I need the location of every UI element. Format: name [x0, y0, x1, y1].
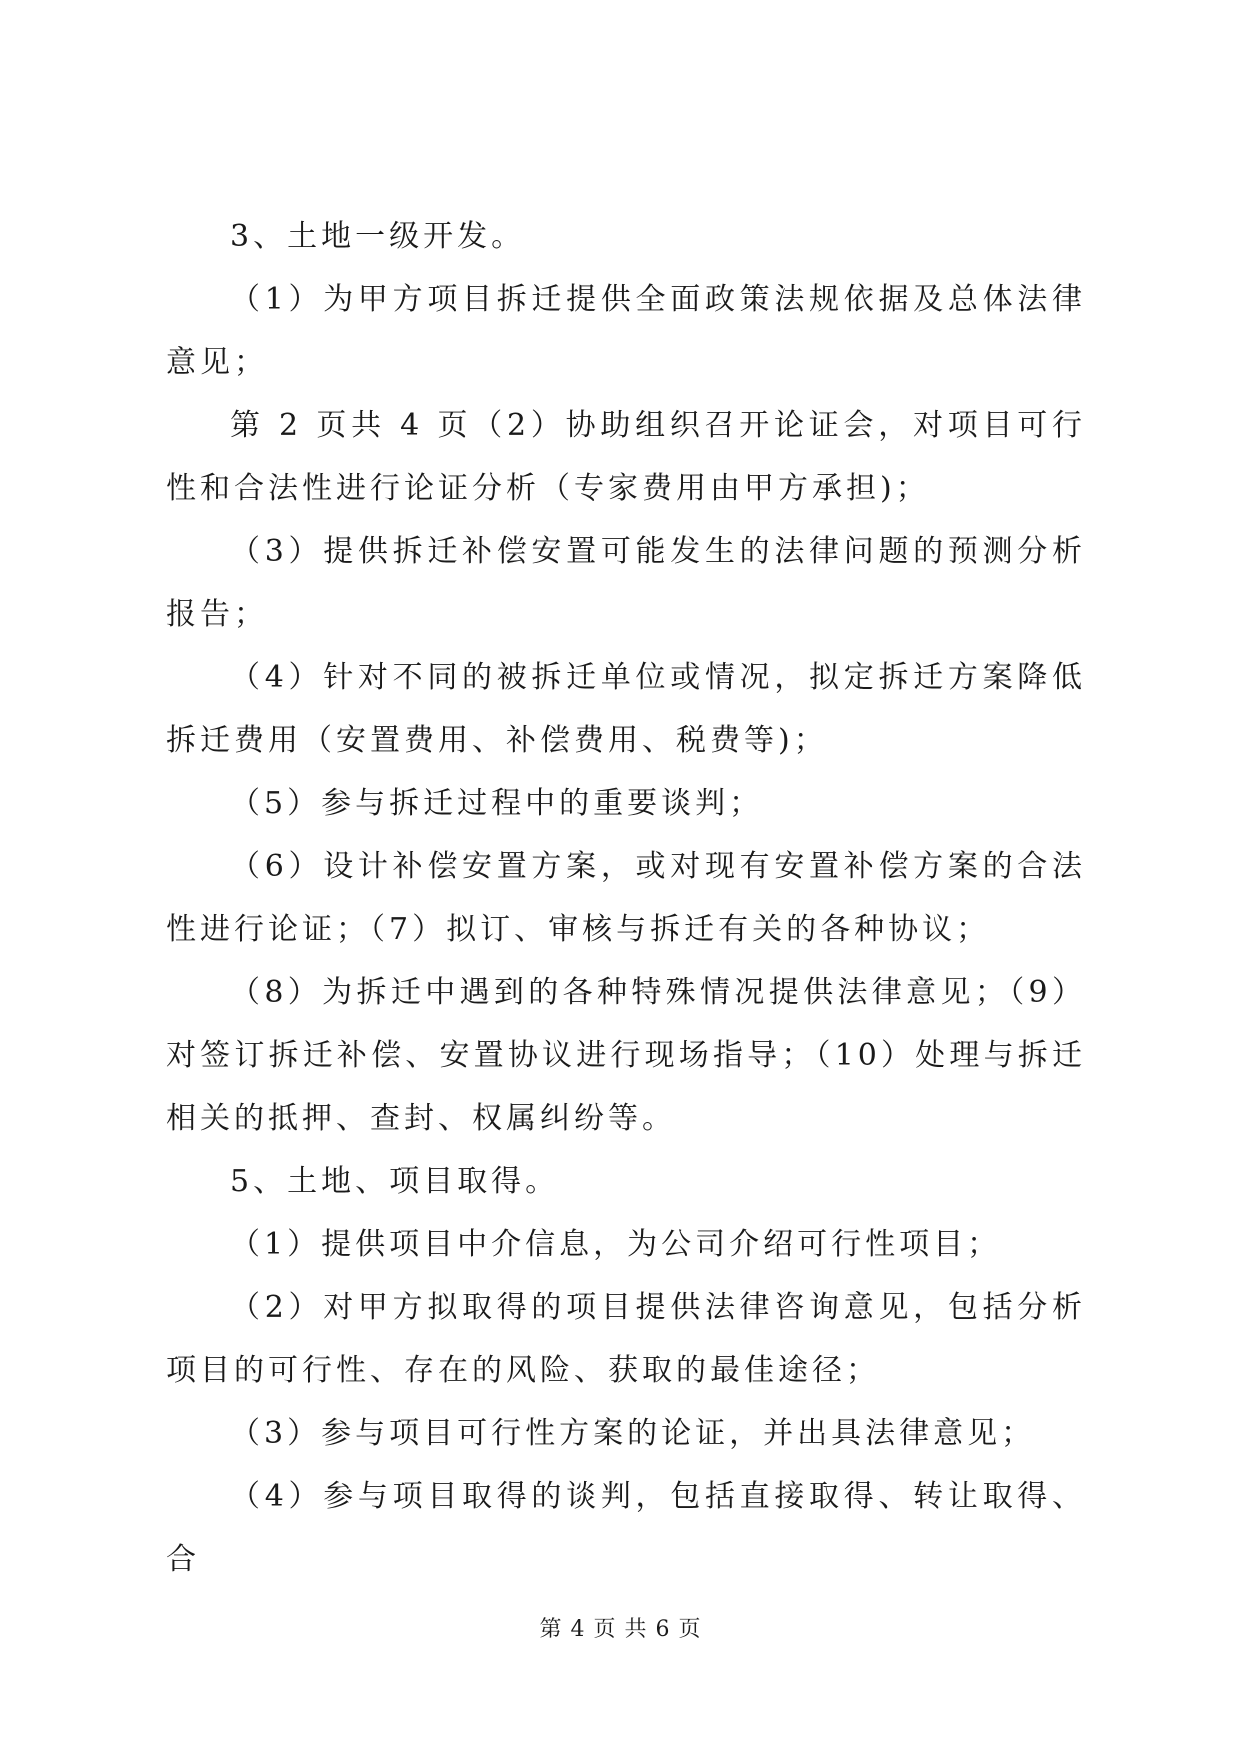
section-heading-land-primary-development: 3、土地一级开发。: [230, 219, 526, 254]
paragraph-acquisition-item-2: （2）对甲方拟取得的项目提供法律咨询意见，包括分析项目的可行性、存在的风险、获取的最佳途径；: [166, 1290, 1086, 1388]
page-number-footer: 第 4 页 共 6 页: [539, 1617, 702, 1642]
paragraph-item-8-10: （8）为拆迁中遇到的各种特殊情况提供法律意见；（9）对签订拆迁补偿、安置协议进行现场指导；（10）处理与拆迁相关的抵押、查封、权属纠纷等。: [166, 975, 1086, 1136]
document-body: [166, 205, 1086, 1591]
paragraph-item-2: 第 2 页共 4 页（2）协助组织召开论证会，对项目可行性和合法性进行论证分析（专家费用由甲方承担)；: [166, 408, 1086, 506]
paragraph-item-3: （3）提供拆迁补偿安置可能发生的法律问题的预测分析报告；: [166, 534, 1086, 632]
paragraph-item-6-7: （6）设计补偿安置方案，或对现有安置补偿方案的合法性进行论证；（7）拟订、审核与拆迁有关的各种协议；: [166, 849, 1086, 947]
paragraph-acquisition-item-3: （3）参与项目可行性方案的论证，并出具法律意见；: [230, 1416, 1036, 1451]
paragraph-acquisition-item-1: （1）提供项目中介信息，为公司介绍可行性项目；: [230, 1227, 1002, 1262]
paragraph-acquisition-item-4: （4）参与项目取得的谈判，包括直接取得、转让取得、合: [166, 1479, 1086, 1577]
paragraph-item-4: （4）针对不同的被拆迁单位或情况，拟定拆迁方案降低拆迁费用（安置费用、补偿费用、税费等)；: [166, 660, 1086, 758]
paragraph-item-5: （5）参与拆迁过程中的重要谈判；: [230, 786, 764, 821]
paragraph-item-1: （1）为甲方项目拆迁提供全面政策法规依据及总体法律意见；: [166, 282, 1086, 380]
section-heading-land-project-acquisition: 5、土地、项目取得。: [230, 1164, 560, 1199]
